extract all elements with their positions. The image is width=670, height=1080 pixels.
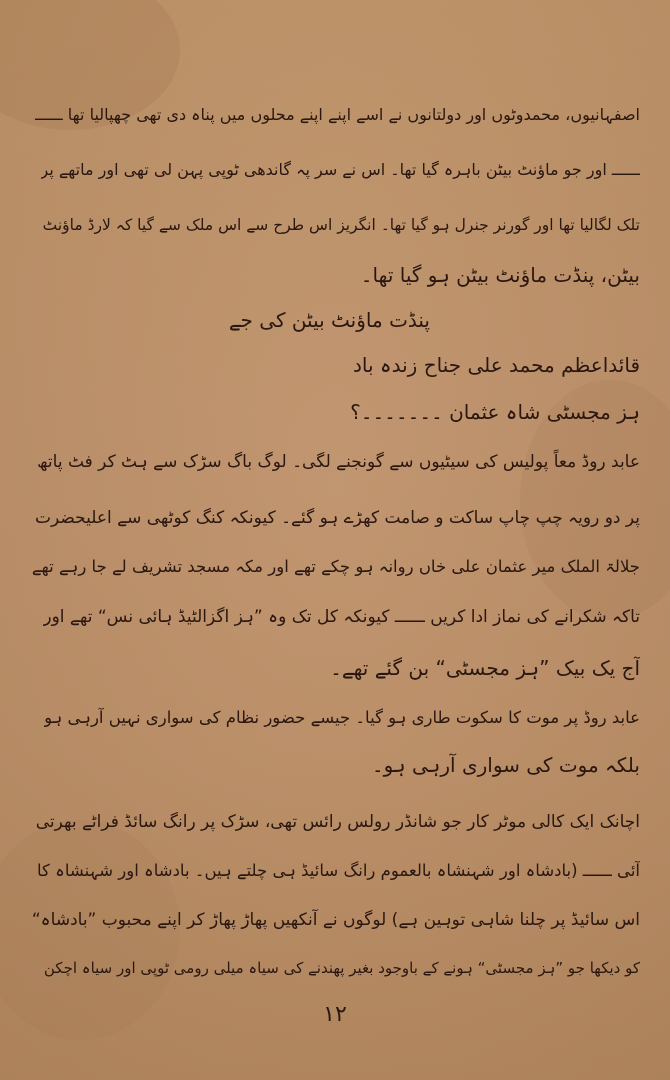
page-number: ۱۲ [323, 1002, 347, 1027]
text-line: بلکہ موت کی سواری آرہی ہو۔ [371, 753, 640, 777]
text-line: اصفہانیوں، محمدوٹوں اور دولتانوں نے اسے اپنے اپنے محلوں میں پناہ دی تھی چھپالیا تھا ــــــ [34, 105, 640, 124]
text-line: عابد روڈ معاً پولیس کی سیٹیوں سے گونجنے لگی۔ لوگ باگ سڑک سے ہٹ کر فٹ پاتھ [37, 452, 640, 472]
text-line: تلک لگالیا تھا اور گورنر جنرل ہو گیا تھا۔ انگریز اس طرح سے اس ملک سے گیا کہ لارڈ ماؤنٹ [42, 216, 640, 234]
text-line: بیٹن، پنڈت ماؤنٹ بیٹن ہو گیا تھا۔ [360, 263, 640, 287]
text-line: پر دو رویہ چپ چاپ ساکت و صامت کھڑے ہو گئے۔ کیونکہ کنگ کوٹھی سے اعلیحضرت [34, 508, 640, 528]
text-line: آئی ــــــ (بادشاہ اور شہنشاہ بالعموم رانگ سائیڈ ہی چلتے ہیں۔ بادشاہ اور شہنشاہ کا [37, 861, 640, 880]
text-line: اس سائیڈ پر چلنا شاہی توہین ہے) لوگوں نے آنکھیں پھاڑ پھاڑ کر اپنے محبوب ”بادشاہ“ [31, 910, 640, 930]
text-line: تاکہ شکرانے کی نماز ادا کریں ــــــ کیونکہ کل تک وہ ”ہز اگزالٹیڈ ہائی نس“ تھے اور [43, 607, 640, 627]
text-line: قائداعظم محمد علی جناح زندہ باد [352, 353, 640, 377]
text-line: اچانک ایک کالی موٹر کار جو شانڈر رولس رائس تھی، سڑک پر رانگ سائڈ فراٹے بھرتی [35, 812, 640, 832]
text-line: جلالۃ الملک میر عثمان علی خاں روانہ ہو چکے تھے اور مکہ مسجد تشریف لے جا رہے تھے [31, 557, 640, 576]
text-line: آج یک بیک ”ہز مجسٹی“ بن گئے تھے۔ [330, 656, 640, 680]
text-line: پنڈت ماؤنٹ بیٹن کی جے [228, 308, 430, 332]
text-line: عابد روڈ پر موت کا سکوت طاری ہو گیا۔ جیسے حضور نظام کی سواری نہیں آرہی ہو [44, 708, 640, 727]
text-line: ہز مجسٹی شاہ عثمان ۔۔۔۔۔۔۔؟ [350, 400, 640, 424]
text-line: کو دیکھا جو ”ہز مجسٹی“ ہونے کے باوجود بغیر پھندنے کی سیاہ میلی رومی ٹوپی اور سیاہ اچکن [43, 959, 640, 977]
text-line: ــــــ اور جو ماؤنٹ بیٹن باہرہ گیا تھا۔ اس نے سر پہ گاندھی ٹوپی پہن لی تھی اور ماتھے پر [40, 160, 640, 179]
